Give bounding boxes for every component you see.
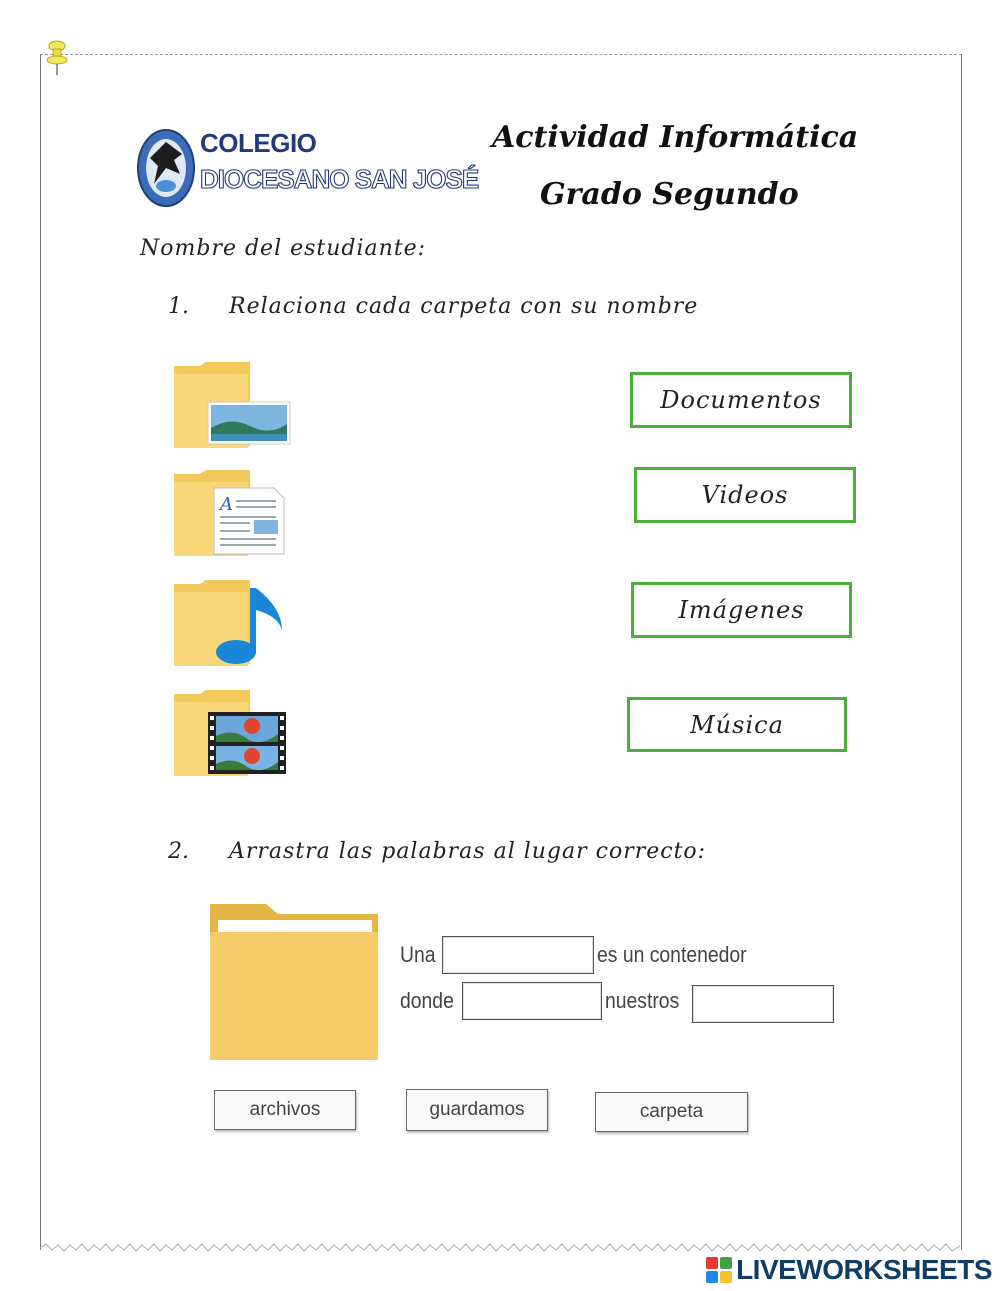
student-name-label: Nombre del estudiante: <box>140 236 427 261</box>
label-musica[interactable]: Música <box>627 697 847 752</box>
question-1-text: Relaciona cada carpeta con su nombre <box>229 294 699 319</box>
question-1 <box>168 294 698 319</box>
documents-folder-icon[interactable] <box>170 464 300 564</box>
page-torn-edge <box>40 1242 960 1254</box>
school-name-line1: COLEGIO <box>200 128 317 158</box>
folder-illustration-icon <box>208 898 380 1062</box>
question-1-number: 1. <box>168 294 189 319</box>
drop-zone-3[interactable] <box>692 985 834 1023</box>
question-2-text: Arrastra las palabras al lugar correcto: <box>229 839 707 864</box>
music-folder-icon[interactable] <box>170 574 300 674</box>
question-2-number: 2. <box>168 839 189 864</box>
drop-zone-2[interactable] <box>462 982 602 1020</box>
svg-text:A: A <box>220 494 233 515</box>
page-subtitle: Grado Segundo <box>540 177 799 212</box>
school-logo <box>136 120 479 210</box>
label-imagenes[interactable]: Imágenes <box>631 582 852 638</box>
sentence-word-contenedor: es un contenedor <box>597 942 747 967</box>
drop-zone-1[interactable] <box>442 936 594 974</box>
sentence-word-donde: donde <box>400 988 454 1013</box>
videos-folder-icon[interactable] <box>170 684 300 784</box>
question-2 <box>168 839 706 864</box>
sentence-word-nuestros: nuestros <box>605 988 680 1013</box>
pushpin-icon <box>46 40 70 76</box>
page-title: Actividad Informática <box>492 120 859 155</box>
draggable-word-guardamos[interactable]: guardamos <box>406 1089 548 1131</box>
school-name-line2: DIOCESANO SAN JOSÉ <box>200 164 479 194</box>
pictures-folder-icon[interactable] <box>170 356 300 456</box>
label-documentos[interactable]: Documentos <box>630 372 852 428</box>
liveworksheets-logo-icon <box>705 1256 733 1284</box>
draggable-word-carpeta[interactable]: carpeta <box>595 1092 748 1132</box>
liveworksheets-brand[interactable] <box>705 1254 992 1286</box>
sentence-word-una: Una <box>400 942 436 967</box>
label-videos[interactable]: Videos <box>634 467 856 523</box>
eagle-emblem-icon <box>136 124 196 208</box>
brand-text: LIVEWORKSHEETS <box>736 1254 992 1285</box>
draggable-word-archivos[interactable]: archivos <box>214 1090 356 1130</box>
